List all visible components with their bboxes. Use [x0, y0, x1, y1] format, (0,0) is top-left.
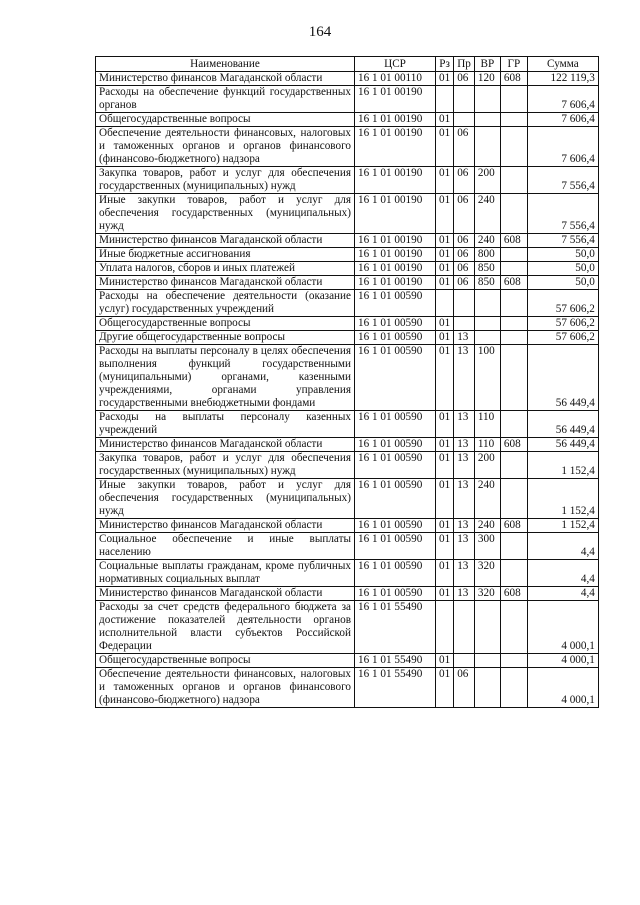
- cell-csr: 16 1 01 55490: [355, 601, 436, 654]
- cell-csr: 16 1 01 00190: [355, 194, 436, 234]
- header-name: Наименование: [96, 57, 355, 72]
- table-row: [96, 127, 599, 167]
- cell-name: Иные закупки товаров, работ и услуг для обеспечения государственных (муниципальных) нужд: [96, 194, 355, 234]
- header-vr: ВР: [474, 57, 500, 72]
- cell-csr: 16 1 01 00590: [355, 533, 436, 560]
- table-row: [96, 194, 599, 234]
- cell-rz: [436, 290, 454, 317]
- cell-rz: 01: [436, 167, 454, 194]
- header-sum: Сумма: [527, 57, 598, 72]
- cell-gr: 608: [500, 438, 527, 452]
- cell-rz: 01: [436, 452, 454, 479]
- cell-vr: 200: [474, 452, 500, 479]
- cell-name: Социальное обеспечение и иные выплаты населению: [96, 533, 355, 560]
- cell-rz: 01: [436, 519, 454, 533]
- cell-sum: 4 000,1: [527, 654, 598, 668]
- cell-csr: 16 1 01 00590: [355, 411, 436, 438]
- cell-name: Уплата налогов, сборов и иных платежей: [96, 262, 355, 276]
- table-row: [96, 331, 599, 345]
- cell-csr: 16 1 01 00590: [355, 519, 436, 533]
- cell-csr: 16 1 01 00190: [355, 86, 436, 113]
- table-row: [96, 262, 599, 276]
- table-row: [96, 479, 599, 519]
- cell-name: Министерство финансов Магаданской области: [96, 438, 355, 452]
- cell-csr: 16 1 01 00590: [355, 452, 436, 479]
- cell-rz: 01: [436, 345, 454, 411]
- cell-gr: [500, 601, 527, 654]
- cell-name: Расходы на обеспечение деятельности (оказание услуг) государственных учреждений: [96, 290, 355, 317]
- cell-rz: 01: [436, 317, 454, 331]
- cell-name: Министерство финансов Магаданской области: [96, 519, 355, 533]
- cell-name: Министерство финансов Магаданской области: [96, 234, 355, 248]
- cell-pr: 06: [454, 194, 475, 234]
- table-row: [96, 560, 599, 587]
- cell-sum: 57 606,2: [527, 290, 598, 317]
- cell-name: Социальные выплаты гражданам, кроме публичных нормативных социальных выплат: [96, 560, 355, 587]
- cell-name: Министерство финансов Магаданской области: [96, 276, 355, 290]
- cell-vr: [474, 113, 500, 127]
- table-row: [96, 290, 599, 317]
- cell-rz: 01: [436, 533, 454, 560]
- cell-pr: 06: [454, 276, 475, 290]
- cell-gr: [500, 654, 527, 668]
- cell-vr: 200: [474, 167, 500, 194]
- cell-gr: 608: [500, 72, 527, 86]
- cell-vr: [474, 86, 500, 113]
- table-row: [96, 86, 599, 113]
- cell-name: Иные закупки товаров, работ и услуг для обеспечения государственных (муниципальных) нужд: [96, 479, 355, 519]
- cell-pr: 13: [454, 533, 475, 560]
- cell-vr: [474, 331, 500, 345]
- cell-csr: 16 1 01 00190: [355, 234, 436, 248]
- cell-gr: [500, 331, 527, 345]
- cell-gr: 608: [500, 234, 527, 248]
- cell-vr: [474, 601, 500, 654]
- cell-gr: [500, 113, 527, 127]
- cell-name: Общегосударственные вопросы: [96, 654, 355, 668]
- cell-pr: 13: [454, 331, 475, 345]
- cell-name: Министерство финансов Магаданской области: [96, 587, 355, 601]
- cell-csr: 16 1 01 00590: [355, 479, 436, 519]
- cell-rz: 01: [436, 411, 454, 438]
- cell-name: Иные бюджетные ассигнования: [96, 248, 355, 262]
- cell-pr: 13: [454, 519, 475, 533]
- cell-sum: 1 152,4: [527, 519, 598, 533]
- cell-csr: 16 1 01 00590: [355, 290, 436, 317]
- table-row: [96, 276, 599, 290]
- cell-sum: 50,0: [527, 276, 598, 290]
- table-row: [96, 438, 599, 452]
- cell-vr: 240: [474, 194, 500, 234]
- cell-sum: 7 556,4: [527, 167, 598, 194]
- cell-pr: 06: [454, 262, 475, 276]
- cell-vr: 240: [474, 519, 500, 533]
- cell-name: Другие общегосударственные вопросы: [96, 331, 355, 345]
- table-row: [96, 317, 599, 331]
- cell-vr: 240: [474, 234, 500, 248]
- cell-pr: [454, 317, 475, 331]
- cell-rz: 01: [436, 331, 454, 345]
- cell-vr: 850: [474, 262, 500, 276]
- cell-rz: 01: [436, 234, 454, 248]
- cell-csr: 16 1 01 00110: [355, 72, 436, 86]
- cell-rz: 01: [436, 668, 454, 708]
- cell-name: Закупка товаров, работ и услуг для обеспечения государственных (муниципальных) нужд: [96, 167, 355, 194]
- cell-pr: 06: [454, 234, 475, 248]
- cell-rz: 01: [436, 587, 454, 601]
- cell-pr: [454, 654, 475, 668]
- cell-gr: [500, 345, 527, 411]
- cell-gr: 608: [500, 587, 527, 601]
- cell-vr: 800: [474, 248, 500, 262]
- cell-gr: [500, 668, 527, 708]
- table-body: [96, 72, 599, 708]
- cell-csr: 16 1 01 55490: [355, 668, 436, 708]
- cell-rz: 01: [436, 127, 454, 167]
- cell-pr: 13: [454, 411, 475, 438]
- cell-name: Общегосударственные вопросы: [96, 113, 355, 127]
- cell-rz: 01: [436, 262, 454, 276]
- cell-gr: [500, 533, 527, 560]
- cell-pr: 06: [454, 668, 475, 708]
- cell-pr: 06: [454, 248, 475, 262]
- header-gr: ГР: [500, 57, 527, 72]
- cell-gr: [500, 262, 527, 276]
- cell-sum: 57 606,2: [527, 331, 598, 345]
- cell-csr: 16 1 01 00190: [355, 127, 436, 167]
- table-row: [96, 519, 599, 533]
- budget-table: [95, 56, 599, 708]
- cell-csr: 16 1 01 00590: [355, 331, 436, 345]
- cell-pr: [454, 113, 475, 127]
- cell-sum: 57 606,2: [527, 317, 598, 331]
- cell-name: Обеспечение деятельности финансовых, налоговых и таможенных органов и органов финансового (финансово-бюджетного) надзора: [96, 127, 355, 167]
- cell-name: Обеспечение деятельности финансовых, налоговых и таможенных органов и органов финансового (финансово-бюджетного) надзора: [96, 668, 355, 708]
- cell-gr: [500, 479, 527, 519]
- cell-rz: 01: [436, 248, 454, 262]
- cell-sum: 7 606,4: [527, 113, 598, 127]
- table-row: [96, 668, 599, 708]
- cell-vr: 110: [474, 411, 500, 438]
- cell-sum: 56 449,4: [527, 438, 598, 452]
- cell-gr: 608: [500, 276, 527, 290]
- cell-pr: 06: [454, 72, 475, 86]
- cell-csr: 16 1 01 00190: [355, 276, 436, 290]
- header-rz: Рз: [436, 57, 454, 72]
- cell-sum: 4,4: [527, 560, 598, 587]
- cell-pr: 13: [454, 587, 475, 601]
- cell-pr: [454, 86, 475, 113]
- cell-sum: 4 000,1: [527, 601, 598, 654]
- cell-gr: [500, 194, 527, 234]
- cell-rz: 01: [436, 438, 454, 452]
- cell-sum: 1 152,4: [527, 479, 598, 519]
- cell-sum: 4,4: [527, 533, 598, 560]
- cell-gr: [500, 317, 527, 331]
- cell-name: Общегосударственные вопросы: [96, 317, 355, 331]
- cell-pr: 13: [454, 479, 475, 519]
- cell-vr: 850: [474, 276, 500, 290]
- cell-rz: 01: [436, 113, 454, 127]
- cell-sum: 56 449,4: [527, 345, 598, 411]
- cell-name: Министерство финансов Магаданской области: [96, 72, 355, 86]
- cell-gr: 608: [500, 519, 527, 533]
- cell-gr: [500, 127, 527, 167]
- cell-csr: 16 1 01 00590: [355, 317, 436, 331]
- cell-csr: 16 1 01 00190: [355, 167, 436, 194]
- cell-vr: [474, 290, 500, 317]
- table-header-row: [96, 57, 599, 72]
- table-row: [96, 234, 599, 248]
- table-row: [96, 587, 599, 601]
- cell-pr: 06: [454, 167, 475, 194]
- cell-rz: 01: [436, 194, 454, 234]
- cell-gr: [500, 167, 527, 194]
- cell-rz: [436, 86, 454, 113]
- cell-csr: 16 1 01 00190: [355, 248, 436, 262]
- cell-name: Расходы на выплаты персоналу казенных учреждений: [96, 411, 355, 438]
- cell-name: Расходы на обеспечение функций государственных органов: [96, 86, 355, 113]
- cell-vr: 110: [474, 438, 500, 452]
- cell-name: Закупка товаров, работ и услуг для обеспечения государственных (муниципальных) нужд: [96, 452, 355, 479]
- cell-vr: 100: [474, 345, 500, 411]
- cell-sum: 7 556,4: [527, 194, 598, 234]
- cell-rz: [436, 601, 454, 654]
- cell-csr: 16 1 01 55490: [355, 654, 436, 668]
- cell-sum: 7 556,4: [527, 234, 598, 248]
- table-row: [96, 72, 599, 86]
- cell-csr: 16 1 01 00590: [355, 587, 436, 601]
- cell-name: Расходы за счет средств федерального бюджета за достижение показателей деятельности органов исполнительной власти субъектов Российской Федерации: [96, 601, 355, 654]
- cell-sum: 1 152,4: [527, 452, 598, 479]
- cell-csr: 16 1 01 00590: [355, 345, 436, 411]
- header-csr: ЦСР: [355, 57, 436, 72]
- cell-csr: 16 1 01 00590: [355, 438, 436, 452]
- cell-vr: 320: [474, 587, 500, 601]
- table-row: [96, 113, 599, 127]
- cell-csr: 16 1 01 00190: [355, 113, 436, 127]
- cell-gr: [500, 290, 527, 317]
- cell-pr: [454, 601, 475, 654]
- cell-sum: 122 119,3: [527, 72, 598, 86]
- cell-vr: [474, 654, 500, 668]
- cell-sum: 50,0: [527, 248, 598, 262]
- cell-sum: 7 606,4: [527, 86, 598, 113]
- cell-csr: 16 1 01 00590: [355, 560, 436, 587]
- table-row: [96, 248, 599, 262]
- cell-csr: 16 1 01 00190: [355, 262, 436, 276]
- cell-gr: [500, 560, 527, 587]
- cell-rz: 01: [436, 560, 454, 587]
- header-pr: Пр: [454, 57, 475, 72]
- cell-gr: [500, 411, 527, 438]
- cell-pr: [454, 290, 475, 317]
- cell-gr: [500, 248, 527, 262]
- cell-pr: 13: [454, 452, 475, 479]
- cell-rz: 01: [436, 654, 454, 668]
- cell-vr: [474, 668, 500, 708]
- cell-name: Расходы на выплаты персоналу в целях обеспечения выполнения функций государственными (муниципальными) органами, казенными учреждениями, органами управления государственными внебюджетными фондами: [96, 345, 355, 411]
- cell-pr: 13: [454, 438, 475, 452]
- cell-rz: 01: [436, 276, 454, 290]
- cell-rz: 01: [436, 479, 454, 519]
- cell-pr: 13: [454, 345, 475, 411]
- cell-vr: 120: [474, 72, 500, 86]
- cell-sum: 4,4: [527, 587, 598, 601]
- cell-rz: 01: [436, 72, 454, 86]
- cell-vr: 300: [474, 533, 500, 560]
- cell-vr: 240: [474, 479, 500, 519]
- table-row: [96, 601, 599, 654]
- cell-gr: [500, 452, 527, 479]
- table-row: [96, 452, 599, 479]
- cell-vr: [474, 127, 500, 167]
- cell-sum: 56 449,4: [527, 411, 598, 438]
- cell-pr: 06: [454, 127, 475, 167]
- cell-sum: 7 606,4: [527, 127, 598, 167]
- page-number: 164: [308, 24, 332, 40]
- table-row: [96, 654, 599, 668]
- cell-vr: 320: [474, 560, 500, 587]
- cell-sum: 4 000,1: [527, 668, 598, 708]
- cell-vr: [474, 317, 500, 331]
- table-row: [96, 411, 599, 438]
- cell-sum: 50,0: [527, 262, 598, 276]
- table-row: [96, 167, 599, 194]
- cell-pr: 13: [454, 560, 475, 587]
- table-row: [96, 345, 599, 411]
- cell-gr: [500, 86, 527, 113]
- table-row: [96, 533, 599, 560]
